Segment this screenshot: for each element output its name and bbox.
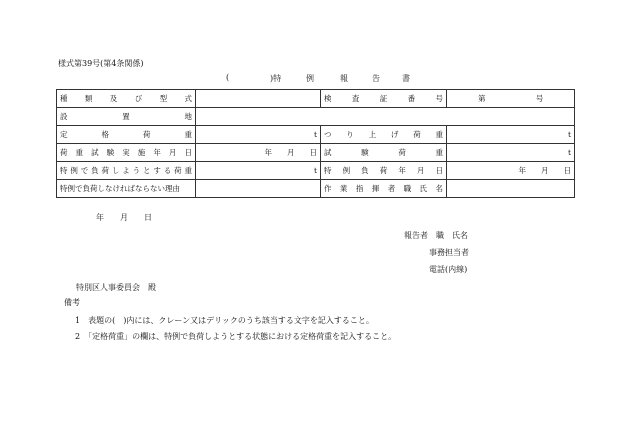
special-load-date-value[interactable]: 年 月 日 — [447, 162, 575, 180]
inspection-cert-number-label: 検 査 証 番 号 — [321, 90, 447, 108]
note-item-2: 2 「定格荷重」の欄は、特例で負荷しようとする状態における定格荷重を記入すること。 — [75, 332, 397, 341]
lifting-load-value[interactable]: t — [447, 126, 575, 144]
work-supervisor-value[interactable] — [447, 180, 575, 198]
title-char-2: 例 — [306, 74, 314, 83]
title-char-3: 報 — [340, 74, 348, 83]
load-test-date-value[interactable]: 年 月 日 — [196, 144, 321, 162]
load-test-date-label: 荷 重 試 験 実 施 年 月 日 — [57, 144, 196, 162]
note-item-1: 1 表題の( )内には、クレーン又はデリックのうち該当する文字を記入すること。 — [75, 316, 374, 325]
test-load-label: 試 験 荷 重 — [321, 144, 447, 162]
test-load-value[interactable]: t — [447, 144, 575, 162]
table-row — [57, 180, 575, 198]
special-load-reason-label: 特例で負荷しなければならない理由 — [57, 180, 196, 198]
rated-load-label: 定 格 荷 重 — [57, 126, 196, 144]
reporter-label: 報告者 職 氏名 — [404, 231, 468, 240]
inspection-cert-number-value[interactable] — [447, 90, 575, 108]
special-load-reason-value[interactable] — [196, 180, 321, 198]
report-date: 年 月 日 — [96, 213, 152, 222]
title-char-4: 告 — [372, 74, 380, 83]
special-load-date-label: 特 例 負 荷 年 月 日 — [321, 162, 447, 180]
phone-label: 電話(内線) — [429, 265, 468, 274]
title-close-paren: )特 — [270, 74, 282, 83]
staff-label: 事務担当者 — [429, 248, 469, 257]
title-open-paren: ( — [226, 73, 230, 82]
installation-site-value[interactable] — [196, 108, 575, 126]
table-row — [57, 162, 575, 180]
table-row — [57, 108, 575, 126]
form-number-label: 様式第39号(第4条関係) — [58, 59, 144, 68]
special-load-label: 特例で負荷しようとする荷重 — [57, 162, 196, 180]
installation-site-label: 設 置 地 — [57, 108, 196, 126]
table-row — [57, 144, 575, 162]
cert-prefix: 第 — [478, 94, 486, 103]
addressee: 特別区人事委員会 殿 — [76, 283, 156, 292]
notes-title: 備考 — [64, 298, 80, 307]
special-load-value[interactable]: t — [196, 162, 321, 180]
report-table — [56, 89, 575, 198]
work-supervisor-label: 作 業 指 揮 者 職 氏 名 — [321, 180, 447, 198]
cert-suffix: 号 — [535, 94, 544, 103]
table-row — [57, 90, 575, 108]
model-type-label: 種 類 及 び 型 式 — [57, 90, 196, 108]
lifting-load-label: つ り 上 げ 荷 重 — [321, 126, 447, 144]
table-row — [57, 126, 575, 144]
title-char-5: 書 — [402, 74, 410, 83]
model-type-value[interactable] — [196, 90, 321, 108]
rated-load-value[interactable]: t — [196, 126, 321, 144]
